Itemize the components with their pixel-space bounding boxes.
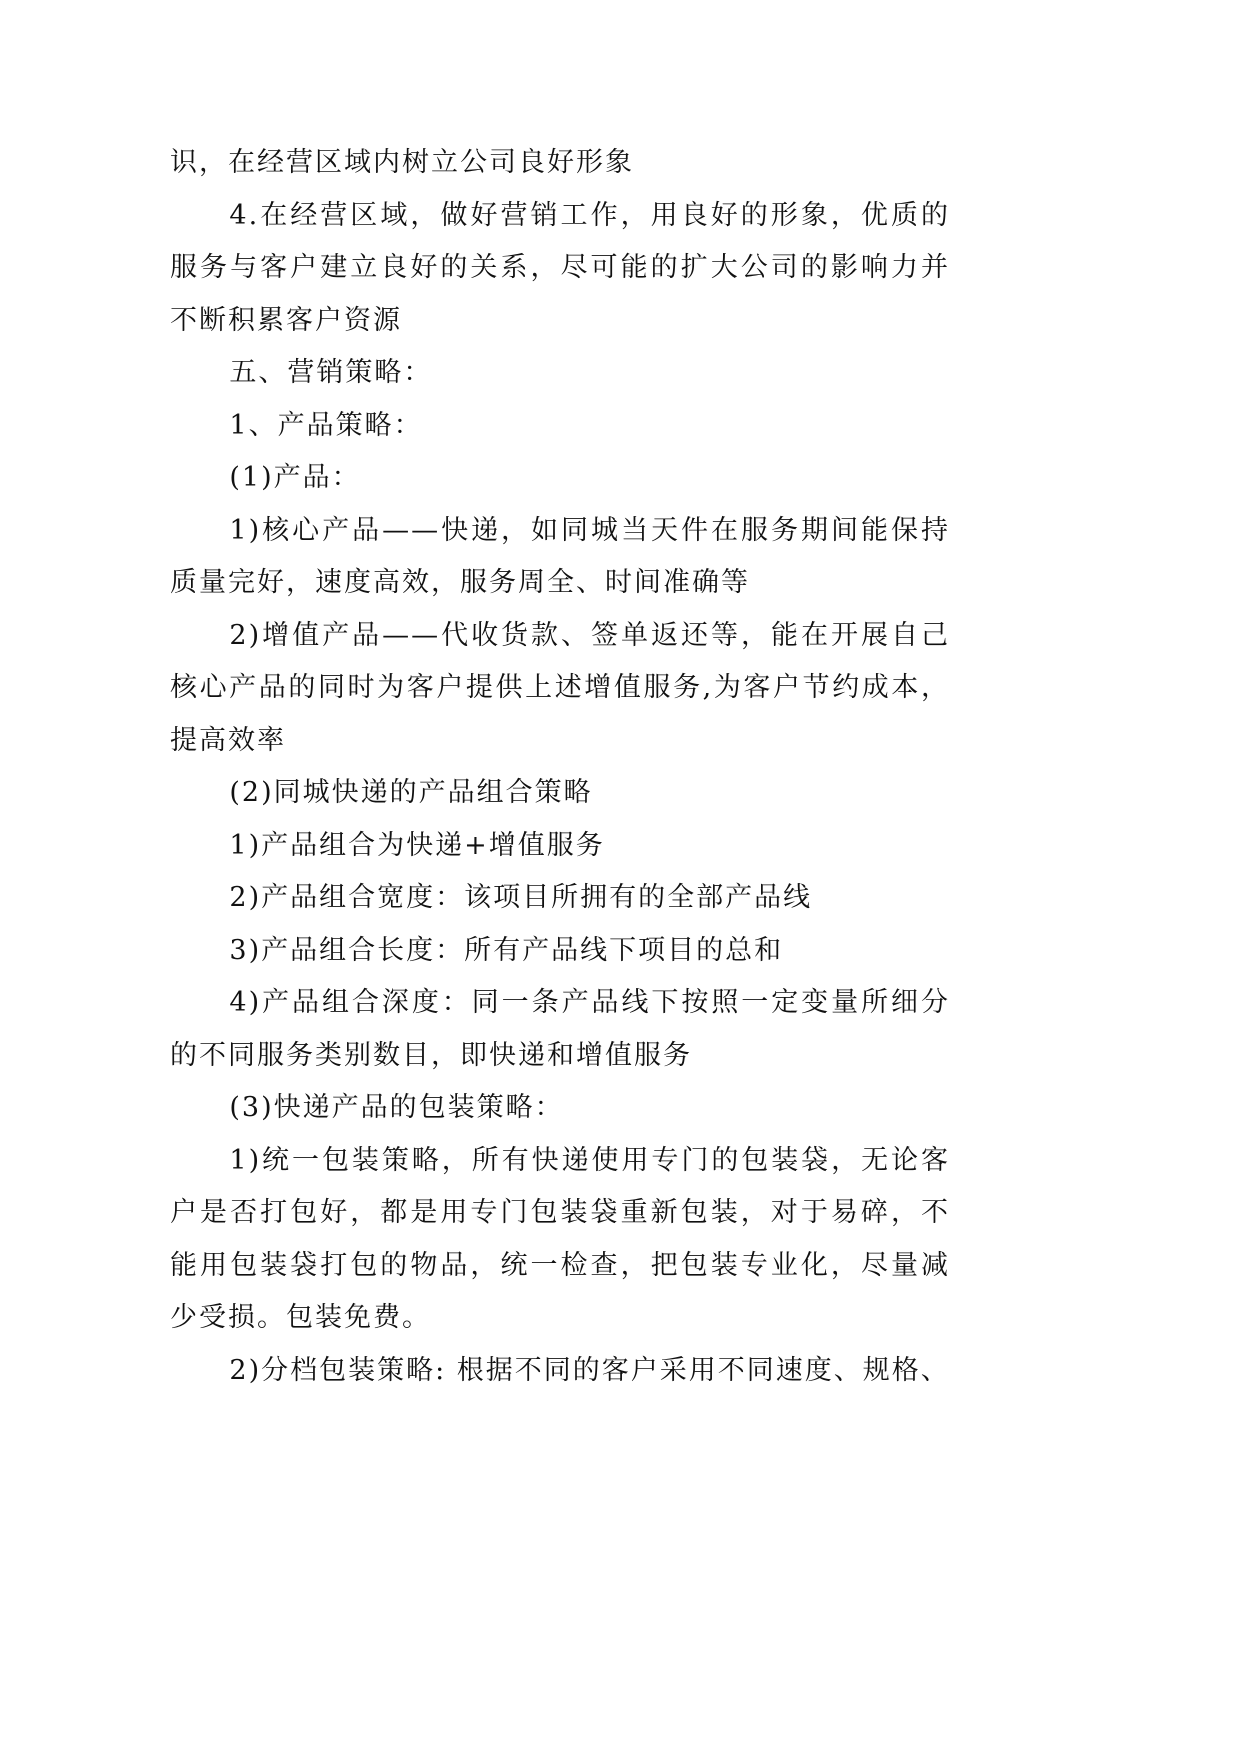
paragraph: 2)分档包装策略: 根据不同的客户采用不同速度、规格、 — [229, 1354, 950, 1386]
paragraph: 1)产品组合为快递+增值服务 — [229, 829, 605, 861]
section-heading: 五、营销策略： — [229, 357, 433, 388]
subsection-heading: (1)产品： — [229, 462, 361, 493]
subsection-heading: (2)同城快递的产品组合策略 — [229, 777, 593, 808]
paragraph: 4.在经营区域，做好营销工作，用良好的形象，优质的服务与客户建立良好的关系，尽可能的扩大公司的影响力并不断积累客户资源 — [170, 199, 950, 336]
paragraph: 1)统一包装策略，所有快递使用专门的包装袋，无论客户是否打包好，都是用专门包装袋重新包装，对于易碎，不能用包装袋打包的物品，统一检查，把包装专业化，尽量减少受损。包装免费。 — [170, 1144, 950, 1333]
paragraph: 3)产品组合长度：所有产品线下项目的总和 — [229, 934, 784, 966]
paragraph: 2)产品组合宽度：该项目所拥有的全部产品线 — [229, 882, 813, 913]
paragraph: 2)增值产品——代收货款、签单返还等，能在开展自己核心产品的同时为客户提供上述增值服务,为客户节约成本，提高效率 — [170, 619, 950, 756]
paragraph: 4)产品组合深度：同一条产品线下按照一定变量所细分的不同服务类别数目，即快递和增值服务 — [170, 987, 950, 1071]
document-body — [170, 137, 950, 1397]
subsection-heading: (3)快递产品的包装策略： — [229, 1092, 564, 1123]
paragraph: 识，在经营区域内树立公司良好形象 — [170, 147, 634, 178]
subsection-heading: 1、产品策略： — [229, 409, 423, 441]
paragraph: 1)核心产品——快递，如同城当天件在服务期间能保持质量完好，速度高效，服务周全、时间准确等 — [170, 514, 950, 598]
